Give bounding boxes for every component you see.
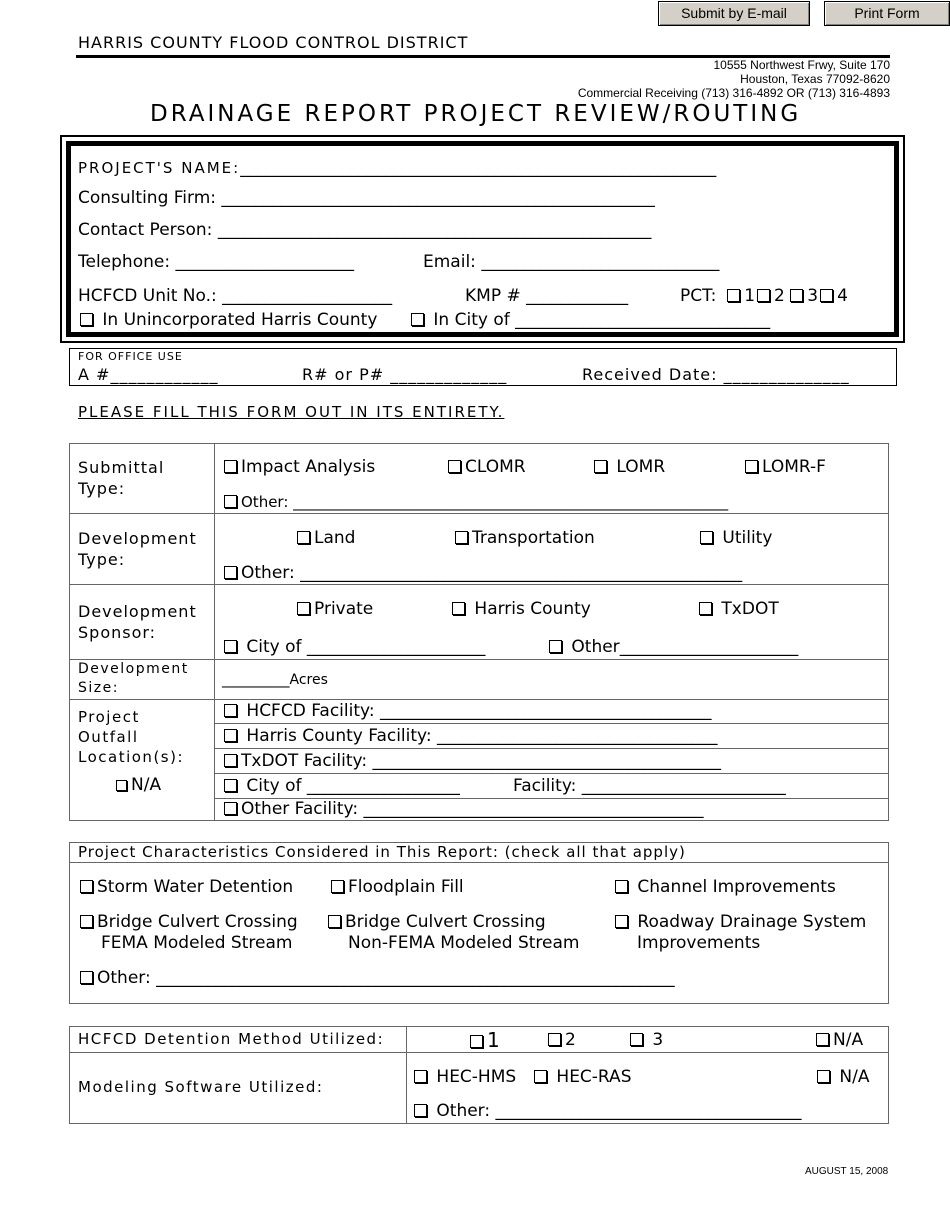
development-type-label: Development Type: [78,529,197,569]
devtype-utility [700,528,772,548]
char-other-input[interactable]: _____________________________________________________________ [156,968,675,988]
sponsor-txdot [699,599,779,619]
methods-row-divider [69,1052,889,1053]
char-bridge-fema-label: Bridge Culvert Crossing [97,912,298,932]
detention-1-label: 1 [487,1028,500,1052]
devtype-other-label: Other: [241,563,295,583]
outfall-harris-input[interactable]: _________________________________ [437,726,718,746]
dev-size-row [222,670,328,688]
submittal-clomr-checkbox[interactable] [448,460,461,473]
sponsor-txdot-checkbox[interactable] [699,602,712,615]
contact-person-label: Contact Person: [78,220,213,240]
office-date-input[interactable]: ______________ [723,365,850,384]
unincorporated-label: In Unincorporated Harris County [102,310,378,330]
row-divider [69,699,889,700]
char-detention-label: Storm Water Detention [97,877,294,897]
outfall-facility-input[interactable]: ________________________ [581,776,786,796]
char-channel [615,877,836,897]
outfall-other-label: Other Facility: [241,799,359,819]
submit-email-button[interactable]: Submit by E-mail [658,1,810,26]
outfall-city-input[interactable]: __________________ [306,776,460,796]
sponsor-city-checkbox[interactable] [224,640,237,653]
sponsor-city-input[interactable]: _____________________ [306,637,486,657]
page-title: DRAINAGE REPORT PROJECT REVIEW/ROUTING [150,101,802,127]
software-ras-label: HEC-RAS [556,1067,632,1087]
office-use-heading: FOR OFFICE USE [78,350,183,363]
devtype-land [297,528,355,548]
in-city-input[interactable]: ______________________________ [515,310,771,330]
pct-3-label: 3 [807,286,819,306]
submittal-other-input[interactable]: __________________________________________________________ [293,493,729,511]
outfall-harris-checkbox[interactable] [224,729,237,742]
outfall-hcfcd [224,701,711,721]
characteristics-divider [69,862,889,863]
kmp-label: KMP # [465,286,521,306]
submittal-other-checkbox[interactable] [224,495,237,508]
submittal-impact-checkbox[interactable] [224,460,237,473]
software-ras-checkbox[interactable] [534,1070,547,1083]
pct-4-checkbox[interactable] [820,289,833,302]
pct-1-checkbox[interactable] [727,289,740,302]
consulting-firm-label: Consulting Firm: [78,188,217,208]
in-city-row [411,310,770,330]
software-hms-label: HEC-HMS [436,1067,517,1087]
row-divider [214,723,889,724]
char-other [80,968,675,988]
unit-label: HCFCD Unit No.: [78,286,217,306]
development-sponsor-label: Development Sponsor: [78,602,197,642]
footer-date: AUGUST 15, 2008 [805,1166,889,1177]
characteristics-heading: Project Characteristics Considered in This Report: (check all that apply) [78,843,686,861]
email-row[interactable] [423,252,719,272]
software-label: Modeling Software Utilized: [78,1078,324,1096]
submittal-lomr [594,457,665,477]
unit-row[interactable] [78,286,392,306]
outfall-txdot [224,751,721,771]
development-size-label: Development Size: [78,661,189,696]
outfall-other-checkbox[interactable] [224,802,237,815]
devtype-transportation-checkbox[interactable] [455,531,468,544]
outfall-city-checkbox[interactable] [224,779,237,792]
char-other-checkbox[interactable] [80,971,93,984]
outfall-harris [224,726,718,746]
char-floodplain [331,877,464,897]
submittal-impact [224,457,375,477]
submittal-clomr-label: CLOMR [465,457,526,477]
outfall-other [224,799,703,819]
office-r-label: R# or P# [302,365,385,384]
contact-person-input[interactable]: ___________________________________________________ [217,220,652,240]
devtype-other-input[interactable]: ____________________________________________________ [300,563,743,583]
detention-2-checkbox[interactable] [548,1033,561,1046]
address-line-1: 10555 Northwest Frwy, Suite 170 [713,58,890,72]
office-a-label: A # [78,365,111,384]
office-r-input[interactable]: _____________ [390,365,508,384]
pct-3-checkbox[interactable] [790,289,803,302]
email-label: Email: [423,252,476,272]
outfall-na [116,775,161,795]
pct-2-checkbox[interactable] [757,289,770,302]
outfall-facility [513,776,786,796]
sponsor-other-input[interactable]: _____________________ [619,637,799,657]
devtype-land-label: Land [314,528,356,548]
char-detention [80,877,293,897]
project-name-row[interactable] [78,158,716,178]
outfall-hcfcd-checkbox[interactable] [224,704,237,717]
office-date-row[interactable] [582,365,850,384]
submittal-impact-label: Impact Analysis [241,457,376,477]
software-na-label: N/A [839,1067,870,1087]
software-other-input[interactable]: ____________________________________ [495,1101,802,1121]
outfall-harris-label: Harris County Facility: [246,726,432,746]
sponsor-txdot-label: TxDOT [721,599,779,619]
sponsor-private [297,599,373,619]
in-city-checkbox[interactable] [411,313,424,326]
char-bridge-fema [80,912,298,954]
devtype-transportation-label: Transportation [472,528,595,548]
office-a-input[interactable]: ____________ [110,365,219,384]
char-roadway-label: Roadway Drainage System [637,912,867,932]
detention-3 [630,1030,663,1050]
outfall-txdot-checkbox[interactable] [224,754,237,767]
submittal-lomr-checkbox[interactable] [594,460,607,473]
details-table-divider [214,443,215,821]
char-channel-checkbox[interactable] [615,880,628,893]
unincorporated-row [80,310,377,330]
dev-size-input[interactable]: _________ [222,670,290,688]
sponsor-harris-checkbox[interactable] [452,602,465,615]
char-other-label: Other: [97,968,151,988]
detention-1-checkbox[interactable] [470,1035,483,1048]
devtype-other [224,563,742,583]
detention-3-checkbox[interactable] [630,1033,643,1046]
sponsor-city-label: City of [246,637,302,657]
row-divider [69,584,889,585]
submittal-other [224,493,728,511]
outfall-hcfcd-input[interactable]: _______________________________________ [379,701,712,721]
outfall-na-checkbox[interactable] [116,780,127,791]
char-bridge-nonfema [328,912,579,954]
devtype-land-checkbox[interactable] [297,531,310,544]
software-other-checkbox[interactable] [414,1104,427,1117]
kmp-row[interactable] [465,286,628,306]
submittal-lomrf-checkbox[interactable] [745,460,758,473]
char-bridge-fema-label-2: FEMA Modeled Stream [101,933,293,953]
pct-1-label: 1 [744,286,756,306]
sponsor-other-checkbox[interactable] [549,640,562,653]
outfall-na-label: N/A [131,775,162,795]
submittal-other-label: Other: [241,493,289,511]
pct-2-label: 2 [774,286,785,306]
detention-2-label: 2 [565,1030,576,1050]
outfall-txdot-input[interactable]: _________________________________________ [372,751,721,771]
char-bridge-nonfema-label-2: Non-FEMA Modeled Stream [348,933,580,953]
row-divider [214,773,889,774]
detention-na [816,1030,863,1050]
sponsor-harris-label: Harris County [474,599,591,619]
char-bridge-nonfema-checkbox[interactable] [328,915,341,928]
submittal-lomrf-label: LOMR-F [762,457,826,477]
char-roadway-checkbox[interactable] [615,915,628,928]
detention-label: HCFCD Detention Method Utilized: [78,1030,385,1048]
software-other-label: Other: [436,1101,491,1121]
instruction-text: PLEASE FILL THIS FORM OUT IN ITS ENTIRETY. [78,403,505,421]
detention-na-label: N/A [833,1030,864,1050]
outfall-hcfcd-label: HCFCD Facility: [246,701,375,721]
char-bridge-nonfema-label: Bridge Culvert Crossing [345,912,546,932]
sponsor-other [549,637,798,657]
print-form-button[interactable]: Print Form [824,1,950,26]
char-floodplain-label: Floodplain Fill [348,877,464,897]
detention-3-label: 3 [652,1030,664,1050]
char-floodplain-checkbox[interactable] [331,880,344,893]
detention-2 [548,1030,576,1050]
sponsor-private-checkbox[interactable] [297,602,310,615]
address-line-3: Commercial Receiving (713) 316-4892 OR (713) 316-4893 [577,86,890,100]
row-divider [69,513,889,514]
software-hms-checkbox[interactable] [414,1070,427,1083]
telephone-label: Telephone: [78,252,171,272]
outfall-other-input[interactable]: ________________________________________ [363,799,704,819]
outfall-city [224,776,460,796]
methods-divider [406,1026,407,1124]
submittal-lomrf [745,457,826,477]
office-r-row[interactable] [302,365,507,384]
devtype-other-checkbox[interactable] [224,566,237,579]
pct-label: PCT: [680,286,717,306]
submittal-lomr-label: LOMR [616,457,666,477]
detention-1 [470,1028,500,1052]
sponsor-private-label: Private [314,599,374,619]
pct-4-label: 4 [837,286,848,306]
char-roadway-label-2: Improvements [637,933,761,953]
in-city-label: In City of [433,310,510,330]
telephone-input[interactable]: _____________________ [175,252,354,272]
office-a-row[interactable] [78,365,218,384]
char-channel-label: Channel Improvements [637,877,836,897]
sponsor-harris [452,599,591,619]
office-date-label: Received Date: [582,365,718,384]
district-name: HARRIS COUNTY FLOOD CONTROL DISTRICT [78,33,469,52]
devtype-utility-label: Utility [722,528,773,548]
project-name-input[interactable]: ________________________________________________________ [240,158,717,178]
sponsor-city [224,637,485,657]
char-bridge-fema-checkbox[interactable] [80,915,93,928]
char-roadway [615,912,866,954]
telephone-row[interactable] [78,252,354,272]
sponsor-other-label: Other [571,637,620,657]
row-divider [214,748,889,749]
outfall-label: Project Outfall Location(s): [78,708,185,766]
submittal-clomr [448,457,526,477]
contact-person-row[interactable] [78,220,651,240]
char-detention-checkbox[interactable] [80,880,93,893]
outfall-txdot-label: TxDOT Facility: [241,751,368,771]
project-name-label: PROJECT'S NAME: [78,159,241,177]
devtype-transportation [455,528,595,548]
unincorporated-checkbox[interactable] [80,313,93,326]
consulting-firm-input[interactable]: ___________________________________________________ [221,188,655,208]
submittal-type-label: Submittal Type: [78,458,165,498]
devtype-utility-checkbox[interactable] [700,531,713,544]
address-line-2: Houston, Texas 77092-8620 [740,72,890,86]
detention-na-checkbox[interactable] [816,1033,829,1046]
unit-input[interactable]: ____________________ [222,286,393,306]
software-hms [414,1067,516,1087]
software-other [414,1101,802,1121]
software-na [817,1067,869,1087]
pct-row [680,286,848,306]
outfall-city-label: City of [246,776,302,796]
outfall-facility-label: Facility: [513,776,577,796]
consulting-firm-row[interactable] [78,188,655,208]
dev-size-unit: Acres [289,672,328,688]
email-input[interactable]: ____________________________ [481,252,720,272]
software-na-checkbox[interactable] [817,1070,830,1083]
kmp-input[interactable]: ____________ [526,286,629,306]
software-ras [534,1067,631,1087]
